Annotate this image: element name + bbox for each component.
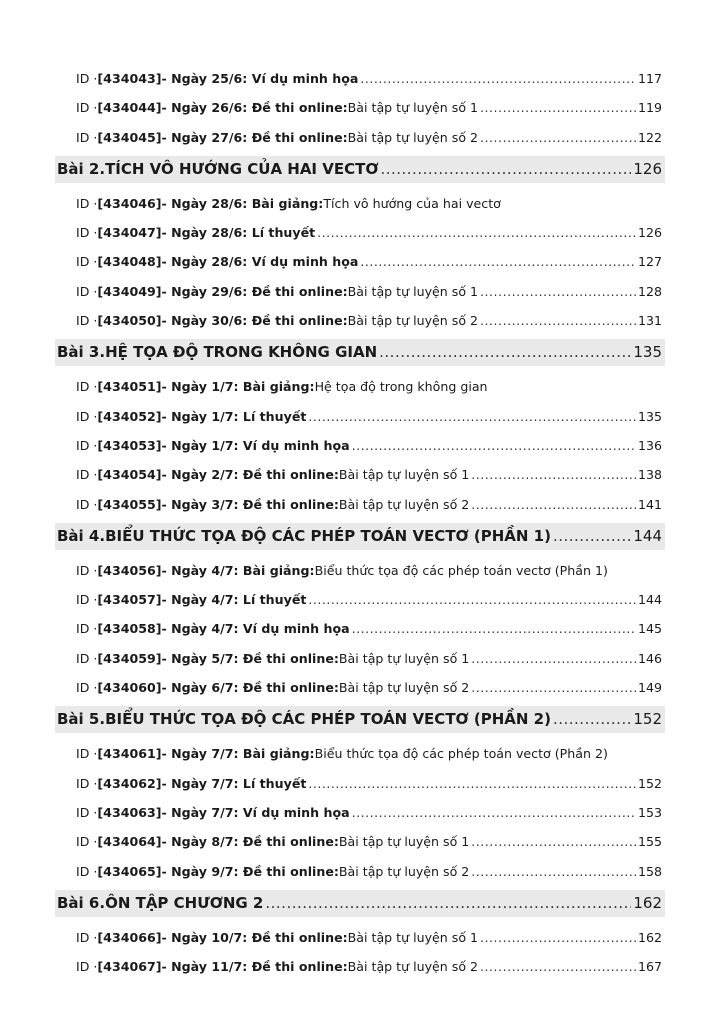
lesson-id: [434051] — [97, 379, 162, 395]
toc-entry[interactable] — [55, 644, 665, 673]
lesson-description: Bài tập tự luyện số 1 — [338, 467, 470, 483]
id-prefix: ID · — [76, 129, 98, 145]
id-prefix: ID · — [76, 562, 98, 578]
dot-leader — [471, 857, 636, 886]
page-number: 162 — [633, 893, 662, 912]
lesson-id: [434050] — [97, 313, 162, 329]
lesson-date-type: - Ngày 4/7: Lí thuyết — [161, 592, 307, 608]
id-prefix: ID · — [76, 621, 98, 637]
page-number: 155 — [637, 834, 662, 850]
lesson-description: Bài tập tự luyện số 2 — [338, 863, 470, 879]
lesson-id: [434065] — [97, 863, 162, 879]
lesson-id: [434059] — [97, 650, 162, 666]
page-number: 167 — [637, 959, 662, 975]
lesson-description: Bài tập tự luyện số 2 — [338, 680, 470, 696]
id-prefix: ID · — [76, 834, 98, 850]
page-number: 135 — [633, 343, 662, 362]
toc-section-heading[interactable] — [55, 156, 665, 183]
page-number: 144 — [637, 592, 662, 608]
id-prefix: ID · — [76, 929, 98, 945]
toc-entry[interactable] — [55, 827, 665, 856]
toc-entry[interactable] — [55, 798, 665, 827]
lesson-id: [434055] — [97, 496, 162, 512]
dot-leader — [380, 156, 631, 183]
lesson-description: Bài tập tự luyện số 2 — [347, 313, 479, 329]
lesson-date-type: - Ngày 1/7: Ví dụ minh họa — [161, 437, 350, 453]
page-number: 136 — [637, 437, 662, 453]
dot-leader — [352, 431, 636, 460]
lesson-id: [434064] — [97, 834, 162, 850]
id-prefix: ID · — [76, 313, 98, 329]
lesson-date-type: - Ngày 1/7: Lí thuyết — [161, 408, 307, 424]
dot-leader — [553, 523, 631, 550]
lesson-id: [434052] — [97, 408, 162, 424]
id-prefix: ID · — [76, 863, 98, 879]
id-prefix: ID · — [76, 467, 98, 483]
toc-entry[interactable] — [55, 123, 665, 152]
lesson-date-type: - Ngày 10/7: Đề thi online: — [161, 929, 348, 945]
lesson-description: Hệ tọa độ trong không gian — [314, 379, 488, 395]
lesson-date-type: - Ngày 28/6: Ví dụ minh họa — [161, 254, 359, 270]
lesson-description: Bài tập tự luyện số 1 — [338, 650, 470, 666]
section-title: TÍCH VÔ HƯỚNG CỦA HAI VECTƠ — [105, 159, 379, 178]
lesson-date-type: - Ngày 2/7: Đề thi online: — [161, 467, 339, 483]
toc-entry[interactable] — [55, 247, 665, 276]
toc-entry[interactable] — [55, 585, 665, 614]
lesson-date-type: - Ngày 11/7: Đề thi online: — [161, 959, 348, 975]
page-number: 131 — [637, 313, 662, 329]
lesson-date-type: - Ngày 5/7: Đề thi online: — [161, 650, 339, 666]
id-prefix: ID · — [76, 650, 98, 666]
lesson-date-type: - Ngày 1/7: Bài giảng: — [161, 379, 315, 395]
page-number: 127 — [637, 254, 662, 270]
lesson-date-type: - Ngày 25/6: Ví dụ minh họa — [161, 71, 359, 86]
page-number: 149 — [637, 680, 662, 696]
lesson-id: [434056] — [97, 562, 162, 578]
lesson-id: [434049] — [97, 283, 162, 299]
lesson-id: [434045] — [97, 129, 162, 145]
toc-entry[interactable] — [55, 189, 665, 218]
page-number: 128 — [637, 283, 662, 299]
page-number: 141 — [637, 496, 662, 512]
dot-leader — [352, 614, 636, 643]
id-prefix: ID · — [76, 592, 98, 608]
lesson-date-type: - Ngày 7/7: Lí thuyết — [161, 775, 307, 791]
lesson-date-type: - Ngày 27/6: Đề thi online: — [161, 129, 348, 145]
toc-entry[interactable] — [55, 431, 665, 460]
lesson-description: Bài tập tự luyện số 2 — [347, 959, 479, 975]
toc-entry[interactable] — [55, 277, 665, 306]
lesson-id: [434058] — [97, 621, 162, 637]
toc-entry[interactable] — [55, 372, 665, 401]
page-number: 162 — [637, 929, 662, 945]
toc-entry[interactable] — [55, 857, 665, 886]
lesson-id: [434048] — [97, 254, 162, 270]
section-title: BIỂU THỨC TỌA ĐỘ CÁC PHÉP TOÁN VECTƠ (PHẦN 2) — [105, 710, 551, 729]
dot-leader — [480, 277, 636, 306]
section-label: Bài 6. — [57, 893, 106, 912]
dot-leader — [317, 218, 636, 247]
toc-entry[interactable] — [55, 923, 665, 952]
id-prefix: ID · — [76, 195, 98, 211]
lesson-id: [434061] — [97, 746, 162, 762]
toc-entry[interactable] — [55, 306, 665, 335]
toc-entry[interactable] — [55, 952, 665, 981]
lesson-description: Bài tập tự luyện số 1 — [347, 283, 479, 299]
id-prefix: ID · — [76, 408, 98, 424]
dot-leader — [471, 827, 636, 856]
page-number: 158 — [637, 863, 662, 879]
toc-entry[interactable] — [55, 64, 665, 93]
id-prefix: ID · — [76, 775, 98, 791]
lesson-description: Biểu thức tọa độ các phép toán vectơ (Phần 2) — [314, 746, 608, 762]
lesson-description: Bài tập tự luyện số 1 — [347, 929, 479, 945]
id-prefix: ID · — [76, 959, 98, 975]
page-number: 153 — [637, 804, 662, 820]
toc-entry[interactable] — [55, 218, 665, 247]
lesson-date-type: - Ngày 6/7: Đề thi online: — [161, 680, 339, 696]
toc-entry[interactable] — [55, 614, 665, 643]
dot-leader — [308, 769, 636, 798]
lesson-date-type: - Ngày 30/6: Đề thi online: — [161, 313, 348, 329]
lesson-id: [434067] — [97, 959, 162, 975]
page-number: 145 — [637, 621, 662, 637]
toc-section-heading[interactable] — [55, 706, 665, 733]
dot-leader — [379, 339, 631, 366]
toc-entry[interactable] — [55, 93, 665, 122]
lesson-description: Bài tập tự luyện số 1 — [347, 100, 479, 116]
id-prefix: ID · — [76, 225, 98, 241]
section-label: Bài 2. — [57, 159, 106, 178]
page-number: 146 — [637, 650, 662, 666]
dot-leader — [480, 952, 636, 981]
id-prefix: ID · — [76, 254, 98, 270]
lesson-description: Bài tập tự luyện số 1 — [338, 834, 470, 850]
page-number: 138 — [637, 467, 662, 483]
section-title: ÔN TẬP CHƯƠNG 2 — [105, 893, 264, 912]
lesson-id: [434043] — [97, 71, 162, 86]
toc-section-heading[interactable] — [55, 523, 665, 550]
lesson-description: Bài tập tự luyện số 2 — [338, 496, 470, 512]
lesson-date-type: - Ngày 7/7: Bài giảng: — [161, 746, 315, 762]
lesson-date-type: - Ngày 9/7: Đề thi online: — [161, 863, 339, 879]
lesson-id: [434063] — [97, 804, 162, 820]
dot-leader — [352, 798, 636, 827]
page-number: 126 — [637, 225, 662, 241]
lesson-date-type: - Ngày 28/6: Bài giảng: — [161, 195, 324, 211]
id-prefix: ID · — [76, 437, 98, 453]
page-number: 117 — [637, 71, 662, 86]
lesson-id: [434057] — [97, 592, 162, 608]
page-number: 152 — [637, 775, 662, 791]
dot-leader — [471, 644, 636, 673]
dot-leader — [308, 402, 636, 431]
id-prefix: ID · — [76, 496, 98, 512]
dot-leader — [471, 673, 636, 702]
lesson-description: Tích vô hướng của hai vectơ — [323, 195, 501, 211]
lesson-date-type: - Ngày 4/7: Ví dụ minh họa — [161, 621, 350, 637]
lesson-date-type: - Ngày 29/6: Đề thi online: — [161, 283, 348, 299]
toc-entry[interactable] — [55, 673, 665, 702]
section-label: Bài 3. — [57, 343, 106, 362]
toc-entry[interactable] — [55, 402, 665, 431]
page-number: 135 — [637, 408, 662, 424]
toc-entry[interactable] — [55, 739, 665, 768]
toc-section-heading[interactable] — [55, 339, 665, 366]
dot-leader — [471, 460, 636, 489]
page-number: 119 — [637, 100, 662, 116]
lesson-id: [434060] — [97, 680, 162, 696]
toc-entry[interactable] — [55, 490, 665, 519]
toc-section-heading[interactable] — [55, 890, 665, 917]
lesson-id: [434054] — [97, 467, 162, 483]
page-number: 152 — [633, 710, 662, 729]
toc-entry[interactable] — [55, 460, 665, 489]
id-prefix: ID · — [76, 680, 98, 696]
id-prefix: ID · — [76, 746, 98, 762]
lesson-date-type: - Ngày 26/6: Đề thi online: — [161, 100, 348, 116]
section-label: Bài 5. — [57, 710, 106, 729]
page-number: 144 — [633, 526, 662, 545]
section-title: BIỂU THỨC TỌA ĐỘ CÁC PHÉP TOÁN VECTƠ (PHẦN 1) — [105, 526, 551, 545]
lesson-id: [434047] — [97, 225, 162, 241]
toc-entry[interactable] — [55, 769, 665, 798]
section-title: HỆ TỌA ĐỘ TRONG KHÔNG GIAN — [105, 343, 378, 362]
dot-leader — [360, 247, 636, 276]
id-prefix: ID · — [76, 71, 98, 86]
dot-leader — [480, 923, 636, 952]
dot-leader — [480, 93, 636, 122]
table-of-contents — [55, 64, 665, 981]
dot-leader — [553, 706, 631, 733]
lesson-date-type: - Ngày 8/7: Đề thi online: — [161, 834, 339, 850]
lesson-description: Biểu thức tọa độ các phép toán vectơ (Phần 1) — [314, 562, 608, 578]
lesson-date-type: - Ngày 3/7: Đề thi online: — [161, 496, 339, 512]
dot-leader — [480, 306, 636, 335]
lesson-id: [434062] — [97, 775, 162, 791]
toc-entry[interactable] — [55, 556, 665, 585]
dot-leader — [308, 585, 636, 614]
id-prefix: ID · — [76, 804, 98, 820]
lesson-id: [434053] — [97, 437, 162, 453]
lesson-date-type: - Ngày 7/7: Ví dụ minh họa — [161, 804, 350, 820]
dot-leader — [265, 890, 631, 917]
id-prefix: ID · — [76, 100, 98, 116]
lesson-description: Bài tập tự luyện số 2 — [347, 129, 479, 145]
dot-leader — [480, 123, 636, 152]
lesson-date-type: - Ngày 4/7: Bài giảng: — [161, 562, 315, 578]
lesson-id: [434066] — [97, 929, 162, 945]
page-number: 122 — [637, 129, 662, 145]
dot-leader — [471, 490, 636, 519]
lesson-date-type: - Ngày 28/6: Lí thuyết — [161, 225, 316, 241]
page-number: 126 — [633, 159, 662, 178]
dot-leader — [360, 64, 636, 93]
lesson-id: [434044] — [97, 100, 162, 116]
lesson-id: [434046] — [97, 195, 162, 211]
id-prefix: ID · — [76, 379, 98, 395]
id-prefix: ID · — [76, 283, 98, 299]
section-label: Bài 4. — [57, 526, 106, 545]
